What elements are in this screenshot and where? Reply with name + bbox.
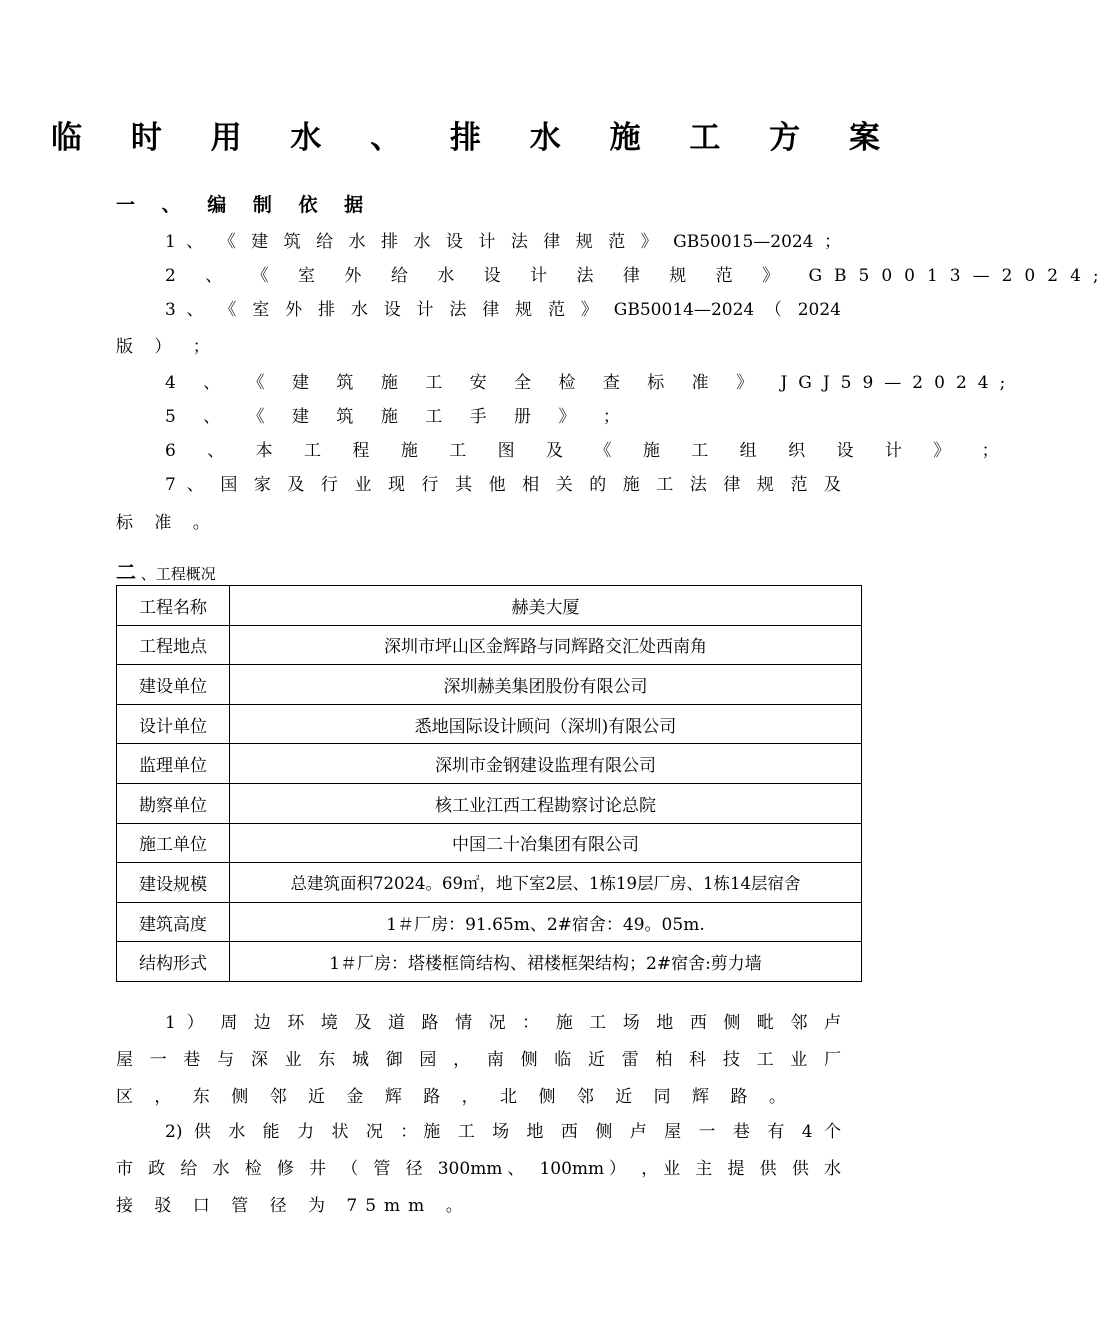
basis-item-1: 1 、 《 建 筑 给 水 排 水 设 计 法 律 规 范 》 GB50015—2024 ； (165, 232, 841, 252)
row-value: 深圳赫美集团股份有限公司 (230, 665, 862, 705)
row-label: 勘察单位 (117, 783, 230, 823)
paragraph-1-line-1: 1 ） 周 边 环 境 及 道 路 情 况 ： 施 工 场 地 西 侧 毗 邻 卢 (165, 1013, 841, 1033)
row-label: 建设规模 (117, 863, 230, 903)
table-row (117, 586, 862, 626)
row-value: 核工业江西工程勘察讨论总院 (230, 783, 862, 823)
table-row (117, 625, 862, 665)
basis-item-5: 5 、 《 建 筑 施 工 手 册 》 ； (165, 407, 631, 427)
row-label: 工程地点 (117, 625, 230, 665)
row-label: 施工单位 (117, 823, 230, 863)
row-value: 总建筑面积72024。69㎡，地下室2层、1栋19层厂房、1栋14层宿舍 (230, 863, 862, 903)
section2-heading-number: 二 (116, 560, 136, 584)
table-row (117, 823, 862, 863)
row-label: 工程名称 (117, 586, 230, 626)
table-row (117, 704, 862, 744)
basis-item-2: 2 、 《 室 外 给 水 设 计 法 律 规 范 》 GB50013—2024; (165, 266, 1111, 286)
basis-item-7-cont: 标 准 。 (116, 513, 218, 533)
table-row (117, 902, 862, 942)
paragraph-2-line-1: 2) 供 水 能 力 状 况 ：施 工 场 地 西 侧 卢 屋 一 巷 有 4 个 (165, 1122, 841, 1142)
row-label: 建设单位 (117, 665, 230, 705)
basis-item-4: 4 、 《 建 筑 施 工 安 全 检 查 标 准 》 JGJ59—2024; (165, 373, 1017, 393)
section2-heading-text: 、工程概况 (136, 565, 216, 583)
row-label: 监理单位 (117, 744, 230, 784)
paragraph-1-line-2: 屋 一 巷 与 深 业 东 城 御 园 ， 南 侧 临 近 雷 柏 科 技 工 业 厂 (116, 1050, 841, 1070)
row-value: 深圳市坪山区金辉路与同辉路交汇处西南角 (230, 625, 862, 665)
table-row (117, 942, 862, 982)
row-value: 赫美大厦 (230, 586, 862, 626)
table-row (117, 783, 862, 823)
row-value: 中国二十冶集团有限公司 (230, 823, 862, 863)
row-label: 结构形式 (117, 942, 230, 982)
section2-heading (116, 556, 216, 585)
basis-item-3-cont: 版 ） ； (116, 337, 218, 357)
table-row (117, 665, 862, 705)
row-value: 悉地国际设计顾问（深圳)有限公司 (230, 704, 862, 744)
row-label: 设计单位 (117, 704, 230, 744)
row-value: 深圳市金钢建设监理有限公司 (230, 744, 862, 784)
row-value: 1＃厂房：91.65m、2#宿舍：49。05m. (230, 902, 862, 942)
paragraph-2-line-3: 接 驳 口 管 径 为 75mm 。 (116, 1196, 471, 1216)
page-title: 临 时 用 水 、 排 水 施 工 方 案 (51, 120, 899, 156)
table-row (117, 744, 862, 784)
basis-item-7: 7 、 国 家 及 行 业 现 行 其 他 相 关 的 施 工 法 律 规 范 及 (165, 475, 841, 495)
table-row (117, 863, 862, 903)
basis-item-6: 6 、 本 工 程 施 工 图 及 《 施 工 组 织 设 计 》 ； (165, 441, 1012, 461)
paragraph-2-line-2: 市 政 给 水 检 修 井 （ 管 径 300mm、 100mm） ，业 主 提 供 供 水 (116, 1159, 841, 1179)
row-label: 建筑高度 (117, 902, 230, 942)
project-info-table (116, 585, 862, 982)
basis-item-3: 3 、 《 室 外 排 水 设 计 法 律 规 范 》 GB50014—2024 （ 2024 (165, 300, 841, 320)
section1-heading: 一 、 编 制 依 据 (116, 194, 374, 216)
row-value: 1＃厂房：塔楼框筒结构、裙楼框架结构；2#宿舍:剪力墙 (230, 942, 862, 982)
paragraph-1-line-3: 区 ， 东 侧 邻 近 金 辉 路 ， 北 侧 邻 近 同 辉 路 。 (116, 1087, 794, 1107)
